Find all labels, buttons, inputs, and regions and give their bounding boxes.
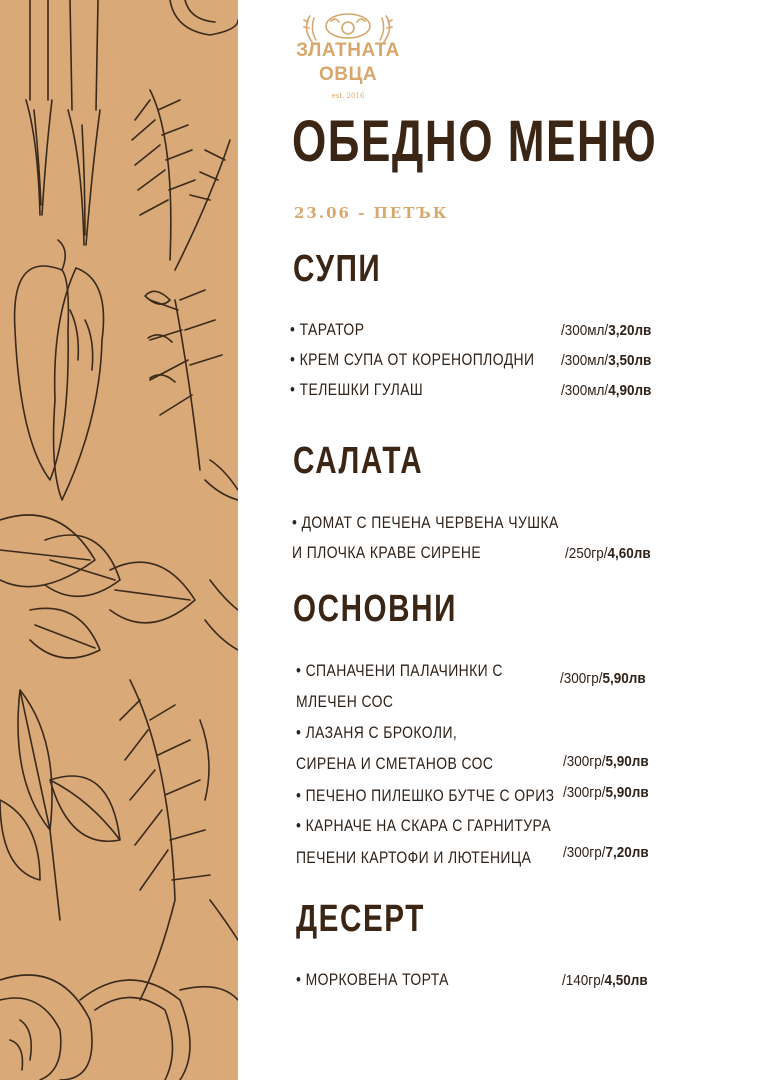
menu-title: ОБЕДНО МЕНЮ (292, 109, 658, 174)
restaurant-logo (292, 8, 404, 100)
section-title-mains: ОСНОВНИ (293, 588, 457, 630)
section-title-dessert: ДЕСЕРТ (296, 898, 425, 940)
section-title-soups: СУПИ (293, 248, 382, 290)
menu-item-price: /300гр/5,90лв (563, 784, 649, 801)
menu-item-name: • КРЕМ СУПА ОТ КОРЕНОПЛОДНИ (290, 350, 535, 369)
menu-item-price: /300мл/3,20лв (561, 322, 652, 339)
menu-item-price: /300гр/7,20лв (563, 844, 649, 861)
menu-item-name-continued: СИРЕНА И СМЕТАНОВ СОС (296, 754, 494, 773)
menu-item-price: /300гр/5,90лв (560, 670, 646, 687)
logo-text-line1: ЗЛАТНАТА (296, 40, 400, 61)
menu-item-price: /300мл/4,90лв (561, 382, 652, 399)
menu-item-name: • ТЕЛЕШКИ ГУЛАШ (290, 380, 424, 399)
section-title-salad: САЛАТА (293, 440, 424, 482)
herbs-illustration (0, 0, 238, 1080)
menu-item-price: /140гр/4,50лв (562, 972, 648, 989)
menu-item-name-continued: МЛЕЧЕН СОС (296, 692, 394, 711)
menu-item-price: /300мл/3,50лв (561, 352, 652, 369)
menu-date: 23.06 - ПЕТЪК (294, 204, 449, 222)
menu-item-price: /250гр/4,60лв (565, 545, 651, 562)
menu-item-name-continued: ПЕЧЕНИ КАРТОФИ И ЛЮТЕНИЦА (296, 848, 532, 867)
decorative-herbs-panel (0, 0, 238, 1080)
logo-est-text: est. 2016 (331, 92, 365, 100)
menu-item-name: • СПАНАЧЕНИ ПАЛАЧИНКИ С (296, 661, 503, 680)
logo-text-line2: ОВЦА (318, 64, 378, 85)
menu-item-name-continued: И ПЛОЧКА КРАВЕ СИРЕНЕ (292, 543, 482, 562)
menu-item-name: • ПЕЧЕНО ПИЛЕШКО БУТЧЕ С ОРИЗ (296, 786, 555, 805)
menu-item-name: • ДОМАТ С ПЕЧЕНА ЧЕРВЕНА ЧУШКА (292, 513, 559, 532)
menu-item-price: /300гр/5,90лв (563, 753, 649, 770)
menu-item-name: • ЛАЗАНЯ С БРОКОЛИ, (296, 723, 458, 742)
menu-item-name: • ТАРАТОР (290, 320, 365, 339)
menu-item-name: • КАРНАЧЕ НА СКАРА С ГАРНИТУРА (296, 816, 552, 835)
menu-item-name: • МОРКОВЕНА ТОРТА (296, 970, 449, 989)
